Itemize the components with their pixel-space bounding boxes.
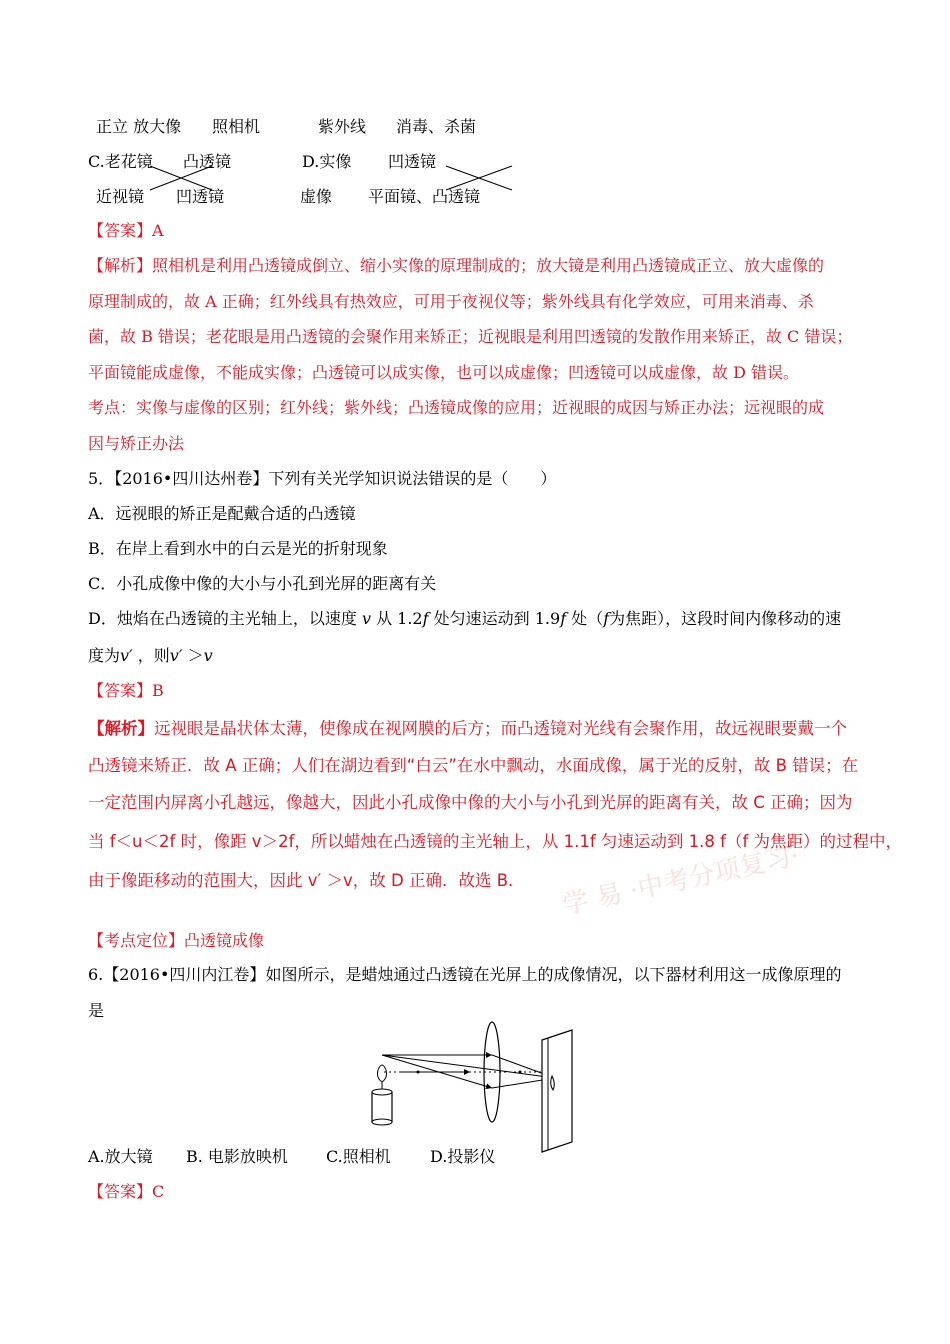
candle-body xyxy=(372,1092,392,1122)
q6-answer xyxy=(88,1181,164,1203)
q6-option-a: A.放大镜 xyxy=(88,1147,153,1166)
q5-d-text6: 度为 xyxy=(88,646,121,665)
q5-d-vprime1: v′ xyxy=(120,646,133,665)
q4-option-c-bottom-right: 凹透镜 xyxy=(176,187,225,206)
q5-analysis-line4: 当 f＜u＜2f 时，像距 v＞2f，所以蜡烛在凸透镜的主光轴上，从 1.1f 匀速运动到 1.8 f（f 为焦距）的过程中， xyxy=(88,832,903,851)
q4-analysis-line6: 因与矫正办法 xyxy=(88,434,185,453)
q6-option-b: B. 电影放映机 xyxy=(186,1147,288,1166)
q5-answer-tag: 【答案】 xyxy=(88,681,153,700)
q5-d-text5: 为焦距），这段时间内像移动的速 xyxy=(609,609,842,628)
q5-d-text1: D．烛焰在凸透镜的主光轴上，以速度 xyxy=(88,609,357,628)
candle xyxy=(372,1065,392,1125)
q6-number: 6. xyxy=(88,965,104,984)
q4-option-row1-a: 正立 放大像 xyxy=(96,117,182,136)
q5-d-text3: 处匀速运动到 1.9 xyxy=(433,609,561,628)
candle-bottom xyxy=(372,1119,392,1125)
focal-point-right xyxy=(519,1071,522,1074)
q5-option-b: B．在岸上看到水中的白云是光的折射现象 xyxy=(88,539,388,558)
light-screen xyxy=(542,1030,572,1152)
q4-analysis-line2: 原理制成的，故 A 正确；红外线具有热效应，可用于夜视仪等；紫外线具有化学效应，可用来消毒、杀 xyxy=(88,292,814,311)
candle-top xyxy=(372,1089,392,1095)
focal-point-left xyxy=(417,1071,420,1074)
focal-point-2f xyxy=(465,1071,468,1074)
convex-lens xyxy=(484,1022,500,1122)
q4-option-c-top-right: 凸透镜 xyxy=(183,152,232,171)
q5-d-f1: f xyxy=(422,609,429,628)
q4-answer-tag: 【答案】 xyxy=(88,221,153,240)
q4-option-row1-b: 照相机 xyxy=(212,117,261,136)
candle-flame xyxy=(378,1065,387,1082)
q4-option-d-bottom-left: 虚像 xyxy=(300,187,333,206)
q5-analysis-line3: 一定范围内屏离小孔越远，像越大，因此小孔成像中像的大小与小孔到光屏的距离有关，故 C 正确；因为 xyxy=(88,793,853,812)
q5-d-v2: v xyxy=(203,646,213,665)
q4-option-d-top-right: 凹透镜 xyxy=(388,152,437,171)
q5-answer-value: B xyxy=(152,681,164,700)
q5-keypoint-text: 凸透镜成像 xyxy=(184,931,265,950)
q5-d-f2: f xyxy=(560,609,567,628)
q5-analysis-tag: 【解析】 xyxy=(88,719,154,738)
q5-d-v: v xyxy=(361,609,371,628)
q5-keypoint-tag: 【考点定位】 xyxy=(88,931,185,950)
q6-option-d: D.投影仪 xyxy=(430,1147,496,1166)
q4-option-d-bottom-right: 平面镜、凸透镜 xyxy=(368,187,481,206)
q6-option-c: C.照相机 xyxy=(326,1147,391,1166)
q5-d-vprime2: v′ xyxy=(169,646,183,665)
q5-analysis-text1: 远视眼是晶状体太薄，使像成在视网膜的后方；而凸透镜对光线有会聚作用，故远视眼要戴一个 xyxy=(154,719,847,738)
watermark: 学 易 ·中考分项复习· xyxy=(560,841,803,921)
q6-stem-text: 如图所示，是蜡烛通过凸透镜在光屏上的成像情况，以下器材利用这一成像原理的 xyxy=(265,965,842,984)
q5-d-text4: 处（ xyxy=(571,609,604,628)
q4-option-row1-d: 消毒、杀菌 xyxy=(396,117,477,136)
q4-option-c-bottom-left: 近视镜 xyxy=(96,187,145,206)
q5-option-c: C．小孔成像中像的大小与小孔到光屏的距离有关 xyxy=(88,574,437,593)
q5-stem-text: 下列有关光学知识说法错误的是（ ） xyxy=(268,469,557,488)
q4-analysis-line4: 平面镜能成虚像，不能成实像；凸透镜可以成实像，也可以成虚像；凹透镜可以成虚像，故 D 错误。 xyxy=(88,363,800,382)
q6-source: 【2016•四川内江卷】 xyxy=(103,965,266,984)
q5-d-text7: ，则 xyxy=(137,646,170,665)
q4-analysis-text1: 照相机是利用凸透镜成倒立、缩小实像的原理制成的；放大镜是利用凸透镜成正立、放大虚像的 xyxy=(152,256,825,275)
ray-center xyxy=(382,1055,555,1078)
q5-d-text2: 从 1.2 xyxy=(376,609,423,628)
q4-analysis-tag: 【解析】 xyxy=(88,256,153,275)
q4-analysis-line3: 菌，故 B 错误；老花眼是用凸透镜的会聚作用来矫正；近视眼是利用凹透镜的发散作用来矫正，故 C 错误； xyxy=(88,327,853,346)
q6-stem-line2: 是 xyxy=(88,1001,105,1020)
q5-d-f3: f xyxy=(603,609,610,628)
q6-answer-value: C xyxy=(152,1182,165,1201)
q5-source: 【2016•四川达州卷】 xyxy=(114,469,269,488)
q6-answer-tag: 【答案】 xyxy=(88,1182,153,1201)
q4-option-c-label: C.老花镜 xyxy=(88,152,153,171)
q5-number: 5． xyxy=(88,469,115,488)
q4-analysis-line5: 考点：实像与虚像的区别；红外线；紫外线；凸透镜成像的应用；近视眼的成因与矫正办法；远视眼的成 xyxy=(88,398,825,417)
q4-option-row1-c: 紫外线 xyxy=(318,117,367,136)
q5-d-text8: ＞ xyxy=(187,646,204,665)
q4-answer-value: A xyxy=(152,221,164,240)
q5-option-a: A．远视眼的矫正是配戴合适的凸透镜 xyxy=(88,504,356,523)
q5-analysis-line5: 由于像距移动的范围大，因此 v′ ＞v，故 D 正确．故选 B. xyxy=(88,871,514,890)
q4-option-d-label: D.实像 xyxy=(302,152,352,171)
q5-analysis-line2: 凸透镜来矫正．故 A 正确；人们在湖边看到“白云”在水中飘动，水面成像，属于光的反射，故 B 错误；在 xyxy=(88,756,859,775)
